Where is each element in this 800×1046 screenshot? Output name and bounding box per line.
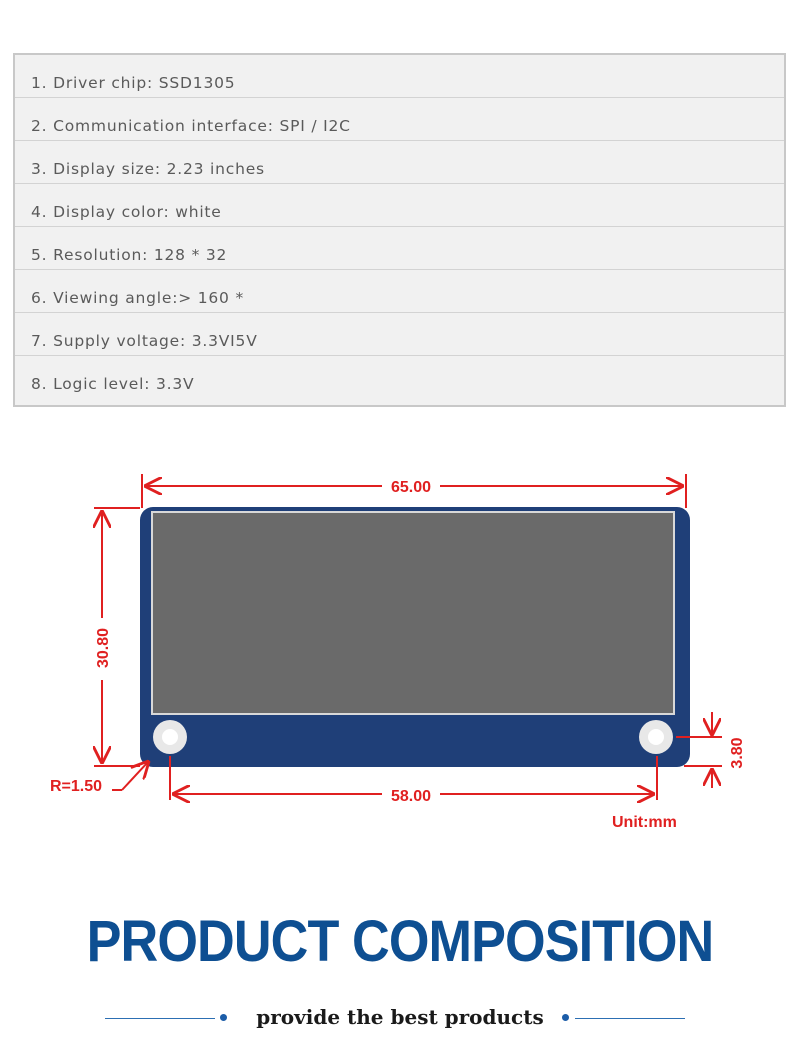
tagline: provide the best products: [256, 1005, 544, 1029]
spec-row: 6. Viewing angle:> 160 *: [15, 270, 784, 313]
spec-table: [13, 53, 786, 407]
divider-line: [575, 1018, 685, 1019]
spec-row: 5. Resolution: 128 * 32: [15, 227, 784, 270]
spec-row: 7. Supply voltage: 3.3VI5V: [15, 313, 784, 356]
oled-module-board: [140, 507, 690, 767]
width-label: 65.00: [390, 479, 432, 496]
dimension-diagram: [0, 450, 800, 850]
spec-row: 1. Driver chip: SSD1305: [15, 55, 784, 98]
hole-offset-label: 3.80: [729, 737, 746, 769]
spec-row: 4. Display color: white: [15, 184, 784, 227]
tagline-bar: [0, 1003, 800, 1035]
unit-label: Unit:mm: [612, 814, 677, 831]
spec-row: 2. Communication interface: SPI / I2C: [15, 98, 784, 141]
bullet-dot-icon: [562, 1014, 569, 1021]
height-label: 30.80: [95, 627, 112, 669]
radius-label: R=1.50: [50, 778, 103, 795]
hole-spacing-label: 58.00: [390, 788, 432, 805]
spec-row: 8. Logic level: 3.3V: [31, 375, 195, 393]
spec-row: 3. Display size: 2.23 inches: [15, 141, 784, 184]
section-heading: PRODUCT COMPOSITION: [86, 909, 714, 974]
